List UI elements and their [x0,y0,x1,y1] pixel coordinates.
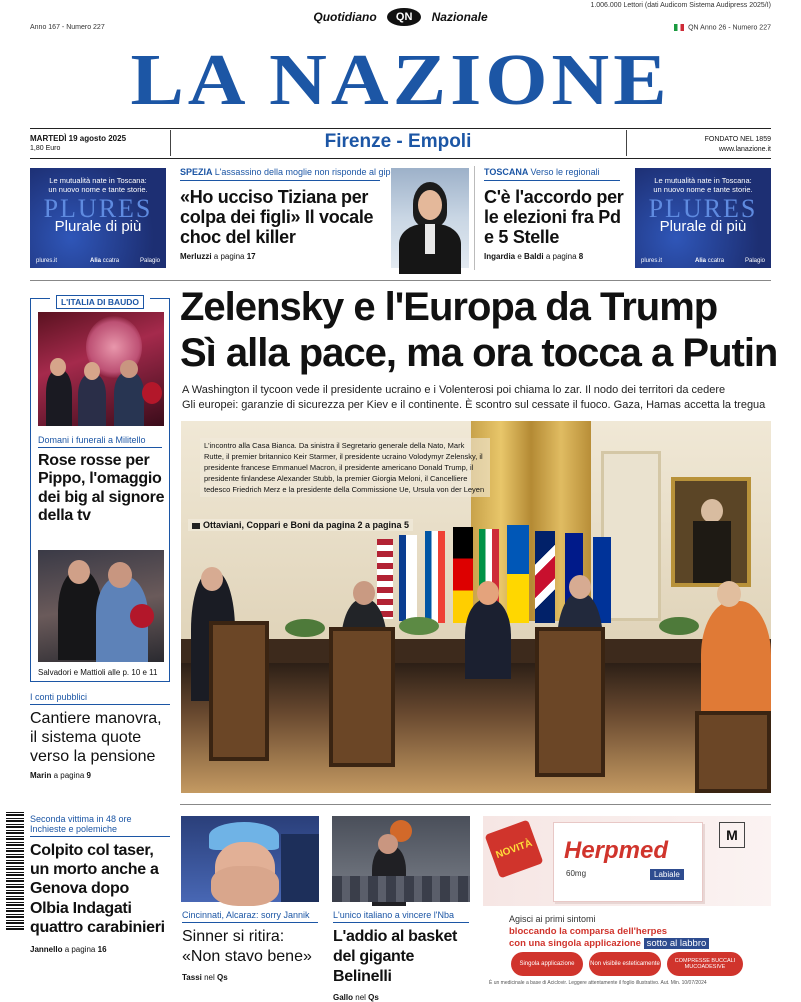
story-toscana-kicker: TOSCANA Verso le regionali [484,167,600,177]
ad-plures-brand: PLURES [43,194,153,223]
story-spezia-headline: «Ho ucciso Tiziana per colpa dei figli» Il vocale choc del killer [180,187,374,248]
sidebar-box-label-wrap [50,292,150,310]
edition-label: Firenze - Empoli [324,131,472,152]
story-conti-kicker: I conti pubblici [30,692,88,702]
story-genova-kicker-1: Seconda vittima in 48 ore [30,814,132,824]
story-toscana-byline: Ingardia e Baldi a pagina 8 [484,252,584,262]
lead-photo-byline: Ottaviani, Coppari e Boni da pagina 2 a pagina 5 [188,519,413,531]
photo-tiziana [391,168,469,268]
ad-plures-left[interactable]: Le mutualità nate in Toscana: un nuovo nome e tante storie. PLURES Plurale di più plures.it Alia ccatra Palagio [30,168,166,268]
story-baudo[interactable] [38,435,168,526]
founded: FONDATO NEL 1859 [704,136,771,143]
lead-summary: A Washington il tycoon vede il presidente ucraino e i Volenterosi poi chiama lo zar. Il nodo dei territori da cedere Gli europei: garanzie di sicurezza per Kiev e il continente. È scontro sul cessate il fuoco. Gaza, Hamas accetta la tregua [182,384,766,411]
story-sinner-headline: Sinner si ritira: «Non stavo bene» [182,928,312,965]
ad-herpmed-pill-3: COMPRESSE BUCCALI MUCOADESIVE [667,952,743,976]
story-conti-byline: Marin a pagina 9 [30,770,91,780]
lead-photo-caption: L'incontro alla Casa Bianca. Da sinistra il Segretario generale della Nato, Mark Rutte, il premier britannico Keir Starmer, il presidente ucraino Volodymyr Zelensky, il presidente francese Emmanuel Macron, il presidente americano Donald Trump, il presidente finlandese Alexander Stubb, la premier Giorgia Meloni, il Cancelliere tedesco Friedrich Merz e la presidente della Commissione Ue, Ursula von der Leyen [200,438,490,497]
story-genova-headline: Colpito col taser, un morto anche a Genova dopo Olbia Indagati quattro carabinieri [30,842,165,936]
issue-price: 1,80 Euro [30,145,61,152]
story-sinner-byline: Tassi nel Qs [182,973,228,982]
story-belinelli-byline: Gallo nel Qs [333,993,379,1002]
lead-headline-1: Zelensky e l'Europa da Trump [180,285,718,329]
ad-herpmed-novita: NOVITÀ [485,820,544,879]
story-genova-kicker-2: Inchieste e polemiche [30,824,118,834]
issue-date: MARTEDÌ 19 agosto 2025 [30,134,127,143]
story-sinner-kicker: Cincinnati, Alcaraz: sorry Jannik [182,910,310,920]
story-spezia-kicker: SPEZIA L'assassino della moglie non risponde al gip [180,167,391,177]
story-sinner[interactable] [182,910,320,982]
story-conti[interactable] [30,692,170,780]
story-belinelli-headline: L'addio al basket del gigante Belinelli [333,928,458,985]
ad-plures-tagline: Plurale di più [54,218,142,235]
ad-plures-right[interactable]: Le mutualità nate in Toscana: un nuovo nome e tante storie. PLURES Plurale di più plures.it Alia ccatra Palagio [635,168,771,268]
story-baudo-kicker: Domani i funerali a Militello [38,435,146,445]
nazionale-label: Nazionale [431,10,488,25]
barcode [6,810,24,930]
lead-story[interactable] [180,284,778,376]
lead-headline-2: Sì alla pace, ma ora tocca a Putin [180,331,778,375]
photo-baudo-stage [38,312,164,426]
anno-right: QN Anno 26 - Numero 227 [674,24,771,31]
story-toscana[interactable] [484,167,624,261]
anno-left: Anno 167 - Numero 227 [30,24,105,31]
story-conti-headline: Cantiere manovra, il sistema quote verso la pensione [30,710,162,766]
ad-herpmed[interactable]: NOVITÀ Herpmed Labiale 60mg M Agisci ai primi sintomi bloccando la comparsa dell'herpes con una singola applicazione sotto al labbro Singola applicazione Non visibile esteticamente COMPRESSE BUCCALI MUCOADESIVE È un medicinale a base di Aciclovir. Leggere attentamente il foglio illustrativo. Aut. Min. 10/07/2024 [483,816,771,988]
story-spezia-byline: Merluzzi a pagina 17 [180,252,256,262]
story-spezia[interactable] [180,167,390,261]
story-baudo-byline: Salvadori e Mattioli alle p. 10 e 11 [38,668,158,677]
ad-herpmed-pill-2: Non visibile esteticamente [589,952,661,976]
ad-herpmed-maker-logo: M [719,822,745,848]
story-toscana-headline: C'è l'accordo per le elezioni fra Pd e 5 Stelle [484,187,624,248]
story-baudo-headline: Rose rosse per Pippo, l'omaggio dei big al signore della tv [38,452,165,525]
photo-sinner [181,816,319,902]
story-genova[interactable] [30,814,170,954]
story-belinelli-kicker: L'unico italiano a vincere l'Nba [333,910,455,920]
camera-icon [192,523,200,529]
quotidiano-label: Quotidiano [313,10,377,25]
ad-plures-text: Le mutualità nate in Toscana: un nuovo nome e tante storie. [48,176,148,194]
photo-belinelli [332,816,470,902]
story-genova-byline: Jannello a pagina 16 [30,944,107,954]
photo-baudo-embrace [38,550,164,662]
readership-note: 1.006.000 Lettori (dati Audicom Sistema Audipress 2025/I) [590,2,771,9]
italy-flag-icon [674,24,684,31]
ad-herpmed-pill-1: Singola applicazione [511,952,583,976]
ad-herpmed-pack: Herpmed Labiale 60mg [553,822,703,902]
qn-logo: QN [387,8,421,26]
sidebar-box-label: L'ITALIA DI BAUDO [56,295,144,309]
masthead-title: LA NAZIONE [130,39,671,121]
story-belinelli[interactable] [333,910,471,1002]
website-link[interactable]: www.lanazione.it [718,146,771,153]
